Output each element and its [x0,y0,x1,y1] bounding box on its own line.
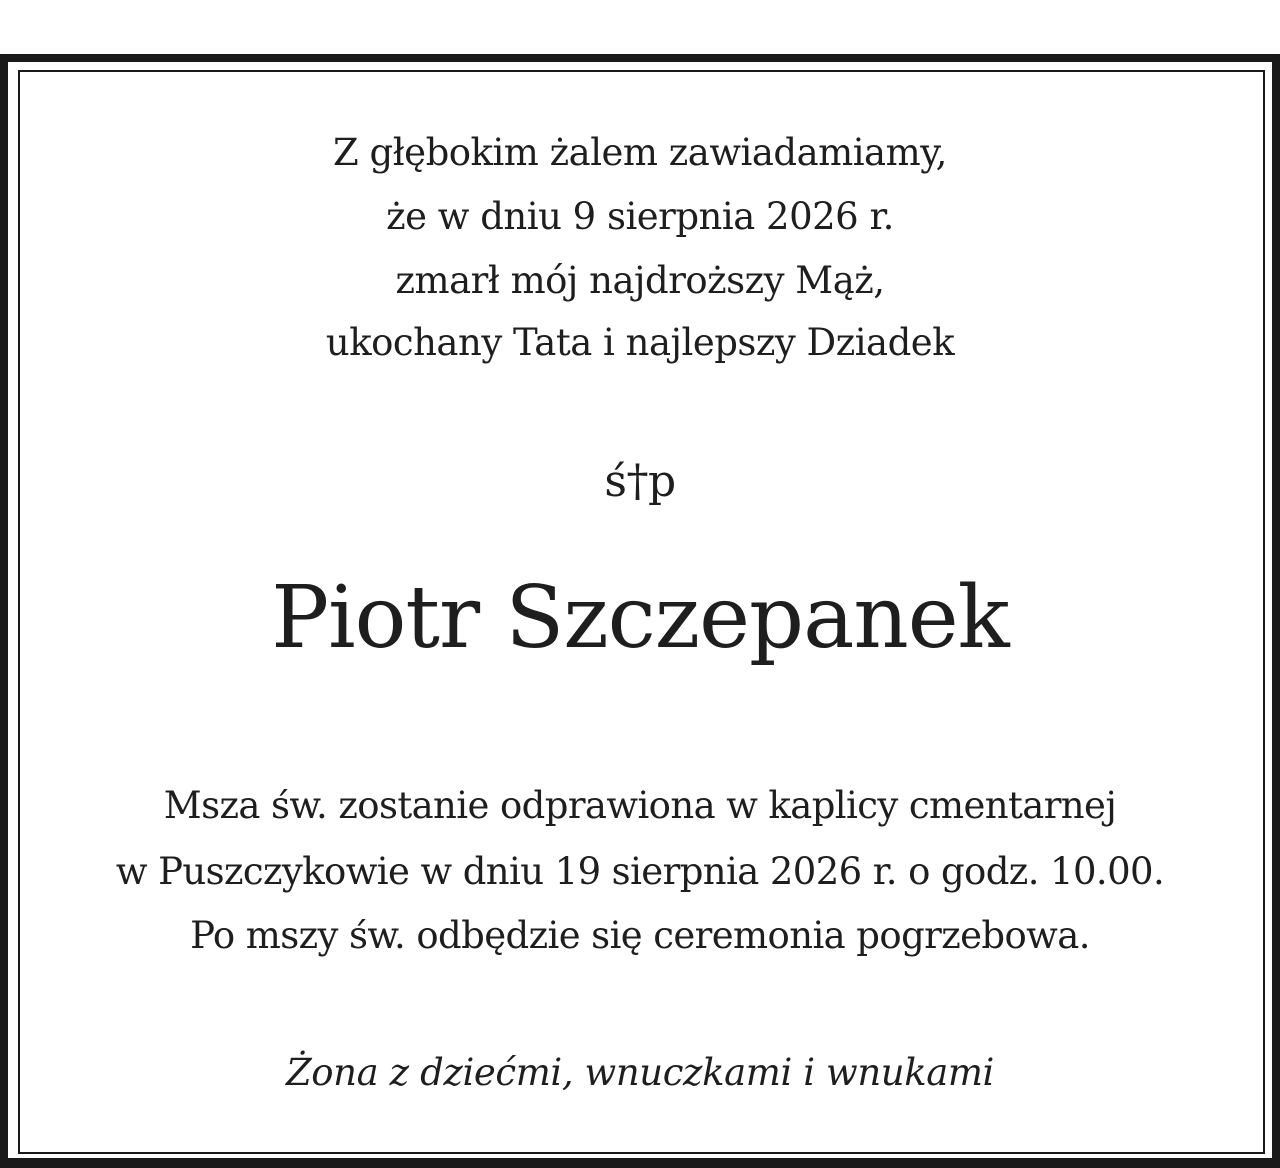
stp-cross-mark: ś†p [604,456,676,507]
intro-line-2: że w dniu 9 sierpnia 2026 r. [386,195,894,238]
mass-line-2: w Puszczykowie w dniu 19 sierpnia 2026 r. o godz. 10.00. [115,850,1165,893]
intro-line-1: Z głębokim żalem zawiadamiamy, [333,131,947,174]
deceased-name: Piotr Szczepanek [271,568,1009,668]
mass-line-1: Msza św. zostanie odprawiona w kaplicy cmentarnej [163,784,1117,827]
intro-line-3: zmarł mój najdroższy Mąż, [395,259,885,302]
intro-line-4: ukochany Tata i najlepszy Dziadek [325,321,955,364]
family-signature: Żona z dziećmi, wnuczkami i wnukami [286,1051,994,1094]
mass-line-3: Po mszy św. odbędzie się ceremonia pogrzebowa. [190,914,1090,957]
